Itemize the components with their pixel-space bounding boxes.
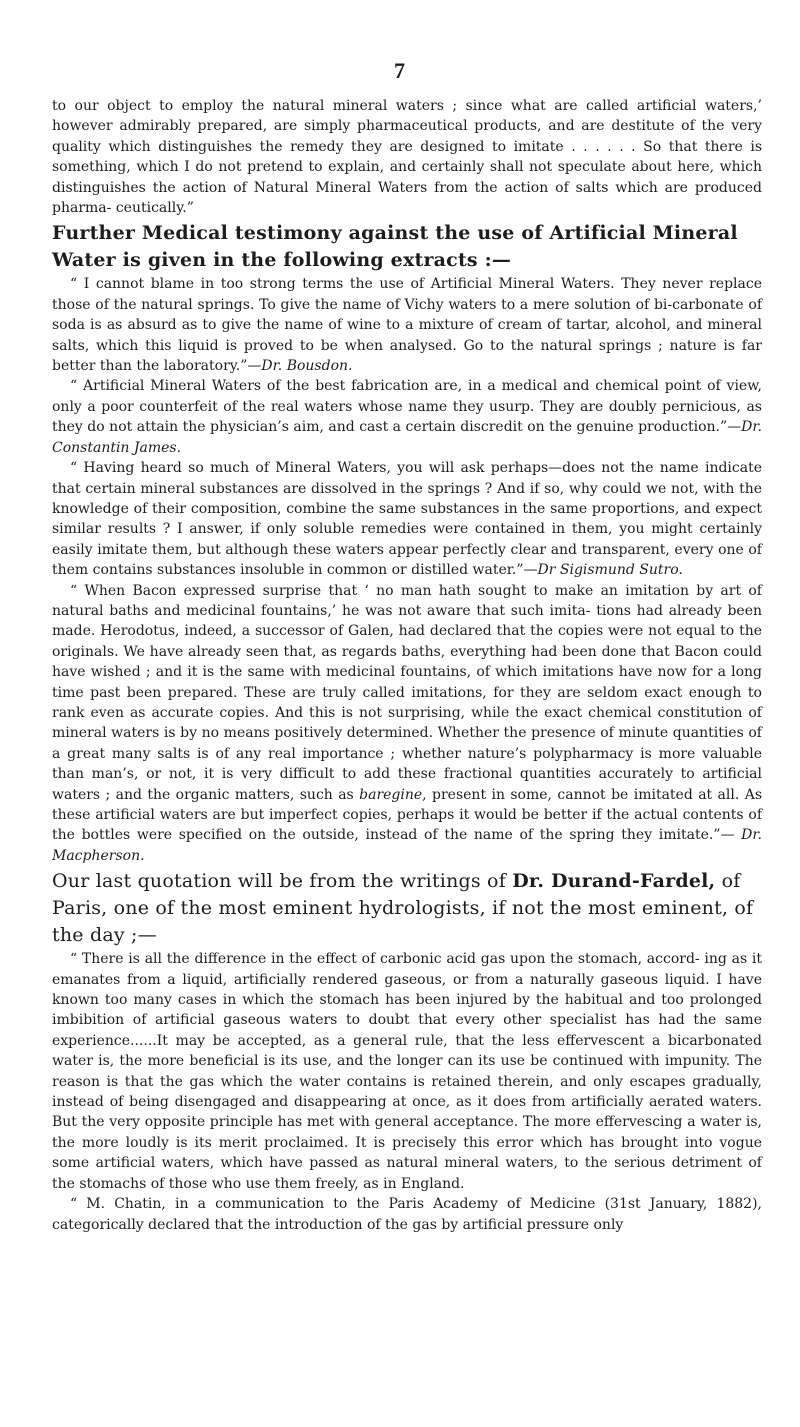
heading-last-quotation-text-2: of Paris, one of the most eminent hydrologists, if not the most eminent, of the day ;— (52, 870, 754, 947)
quote-sutro-text: “ Having heard so much of Mineral Waters, you will ask perhaps—does not the name indicate that certain mineral substances are dissolved in the springs ? And if so, why could we not, with the knowledge of their composition, combine the same substances in the same proportions, and expect similar results ? I answer, if only soluble remedies were contained in them, you might certainly easily imitate them, but although these waters appear perfectly clear and transparent, every one of them contains substances insoluble in common or distilled water.”— (52, 460, 762, 579)
body-text (52, 96, 762, 1235)
quote-james-text: “ Artificial Mineral Waters of the best fabrication are, in a medical and chemical point of view, only a poor counterfeit of the real waters whose name they usurp. They are doubly pernicious, as they do not attain the physician’s aim, and cast a certain discredit on the genuine production.”— (52, 378, 762, 436)
quote-durand-fardel: “ There is all the difference in the effect of carbonic acid gas upon the stomach, accord- ing as it emanates from a liquid, artificially rendered gaseous, or from a naturally gaseous liquid. I have known too many cases in which the stomach has been injured by the habitual and too prolonged imbibition of artificial gaseous waters to doubt that every other specialist has had the same experience......It may be accepted, as a general rule, that the less effervescent a bicarbonated water is, the more beneficial is its use, and the longer can its use be continued with impunity. The reason is that the gas which the water contains is retained therein, and only escapes gradually, instead of being disengaged and disappearing at once, as it does from artificially aerated waters. But the very opposite principle has met with general acceptance. The more effervescing a water is, the more loudly is its merit proclaimed. It is precisely this error which has brought into vogue some artificial waters, which have passed as natural mineral waters, to the serious detriment of the stomachs of those who use them freely, as in England. (52, 951, 762, 1192)
quote-bousdon (52, 274, 762, 376)
page-number: 7 (394, 58, 406, 83)
heading-last-quotation-text-1: Our last quotation will be from the writings of (52, 870, 513, 893)
quote-bousdon-text: “ I cannot blame in too strong terms the use of Artificial Mineral Waters. They never replace those of the natural springs. To give the name of Vichy waters to a mere solution of bi-carbonate of soda is as absurd as to give the name of wine to a mixture of cream of tartar, alcohol, and mineral salts, which this liquid is proved to be when analysed. Go to the natural springs ; nature is far better than the laboratory.”— (52, 276, 762, 375)
quote-chatin: “ M. Chatin, in a communication to the Paris Academy of Medicine (31st January, 1882), categorically declared that the introduction of the gas by artificial pressure only (52, 1196, 762, 1233)
quote-sutro-author: Dr Sigismund Sutro. (537, 562, 683, 579)
quote-james (52, 376, 762, 458)
section-heading-last-quotation (52, 868, 762, 949)
heading-last-quotation-name: Dr. Durand-Fardel, (512, 870, 716, 893)
quote-macpherson (52, 581, 762, 867)
quote-macpherson-text-2: , present in some, cannot be imitated at all. As these artificial waters are but imperfect copies, perhaps it would be better if the actual contents of the bottles were specified on the outside, instead of the name of the spring they imitate.”— (52, 786, 763, 844)
section-heading-further-testimony: Further Medical testimony against the use of Artificial Mineral Water is given in the following extracts :— (52, 222, 738, 272)
quote-macpherson-author: Dr. Macpherson. (52, 827, 762, 864)
quote-sutro (52, 458, 762, 580)
quote-macpherson-italic-word: baregine (359, 786, 423, 803)
quote-bousdon-author: Dr. Bousdon. (261, 358, 353, 375)
quote-macpherson-text-1: “ When Bacon expressed surprise that ‘ no man hath sought to make an imitation by art of natural baths and medicinal fountains,’ he was not aware that such imita- tions had already been made. Herodotus, indeed, a successor of Galen, had declared that the copies were not equal to the originals. We have already seen that, as regards baths, everything had been done that Bacon could have wished ; and it is the same with medicinal fountains, of which imitations have now for a long time past been prepared. These are truly called imitations, for they are seldom exact enough to rank even as accurate copies. And this is not surprising, while the exact chemical constitution of mineral waters is by no means positively determined. Whether the presence of minute quantities of a great many salts is of any real importance ; whether nature’s polypharmacy is more valuable than man’s, or not, it is very difficult to add these fractional quantities accurately to artificial waters ; and the organic matters, such as (52, 582, 762, 803)
quote-james-author: Dr. Constantin James. (52, 419, 762, 456)
paragraph-continuation: to our object to employ the natural mineral waters ; since what are called artificial waters,’ however admirably prepared, are simply pharmaceutical products, and are destitute of the very quality which distinguishes the remedy they are designed to imitate . . . . . . So that there is something, which I do not pretend to explain, and certainly shall not speculate about here, which distinguishes the action of Natural Mineral Waters from the action of salts which are produced pharma- ceutically.” (52, 98, 762, 217)
